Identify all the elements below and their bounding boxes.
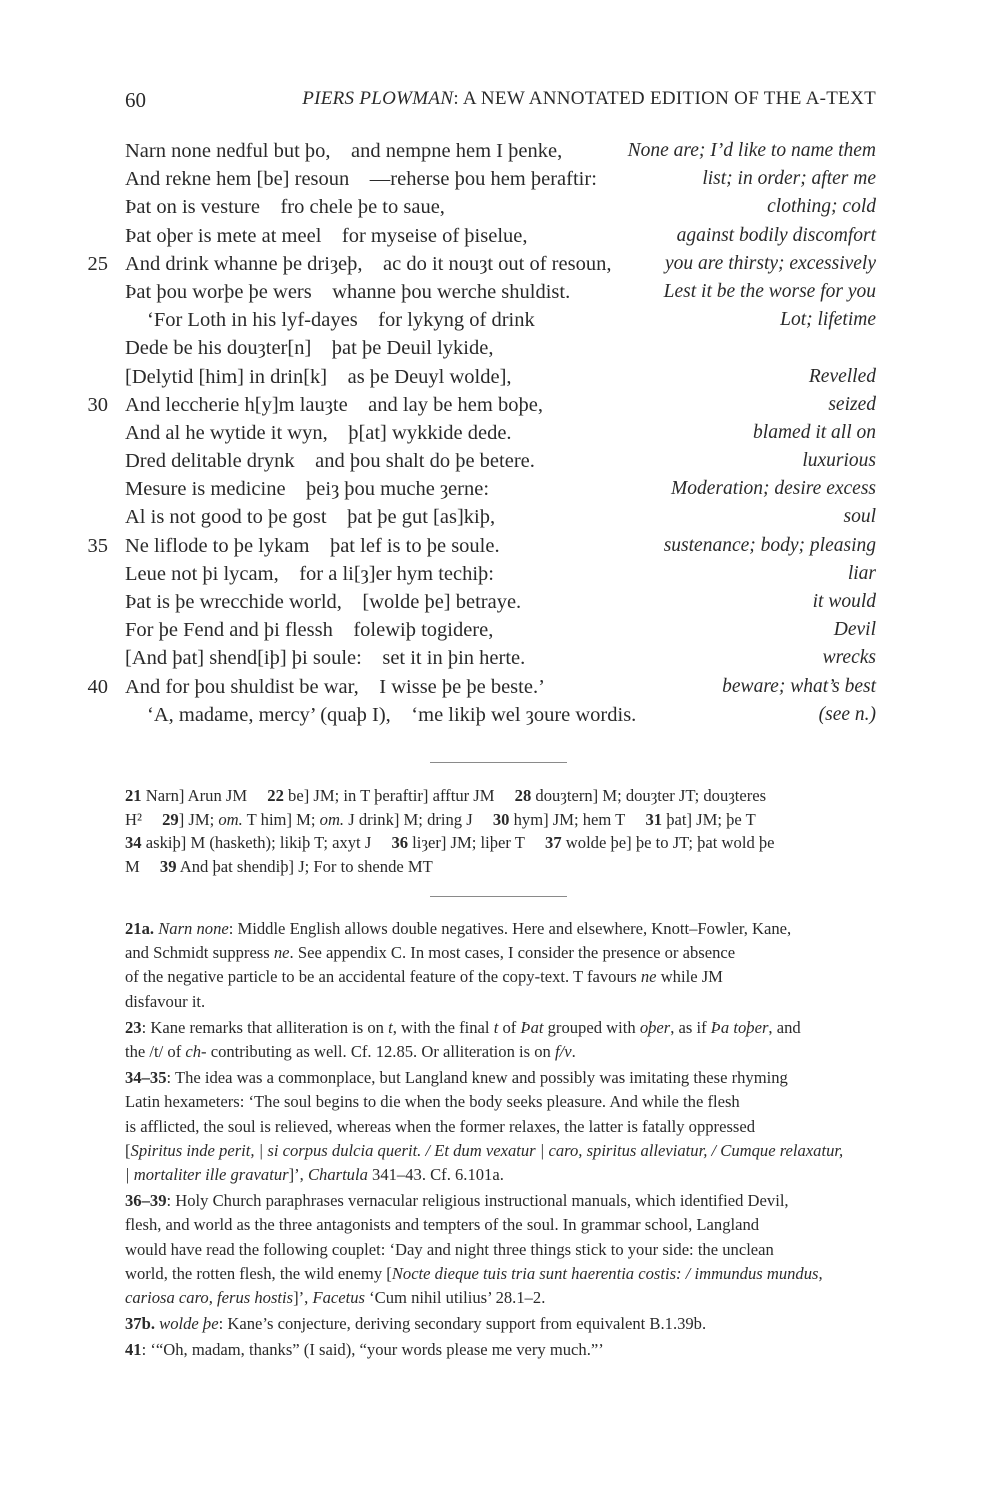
running-head-subtitle: : A NEW ANNOTATED EDITION OF THE A-TEXT <box>453 88 876 109</box>
verse-text: Dred delitable drynk and þou shalt do þe betere. <box>125 450 535 473</box>
verse-line <box>0 673 1000 701</box>
verse-line <box>0 419 1000 447</box>
verse-line <box>0 363 1000 391</box>
gloss: seized <box>828 393 876 415</box>
verse-text: Þat is þe wrecchide world, [wolde þe] betraye. <box>125 591 522 613</box>
gloss: Lest it be the worse for you <box>663 280 876 302</box>
verse-line <box>0 447 1000 475</box>
note-37b: 37b. wolde þe: Kane’s conjecture, deriving secondary support from equivalent B.1.39b. <box>125 1314 707 1334</box>
line-number: 40 <box>87 675 108 698</box>
verse-text: [Delytid [him] in drin[k] as þe Deuyl wolde], <box>125 365 512 388</box>
gloss: it would <box>812 591 876 612</box>
verse-line <box>0 137 1000 165</box>
verse-text: ‘A, madame, mercy’ (quaþ I), ‘me likiþ wel ȝoure wordis. <box>147 703 637 726</box>
gloss: beware; what’s best <box>722 675 876 697</box>
divider-rule <box>430 762 567 763</box>
gloss: Devil <box>833 619 876 641</box>
line-number: 25 <box>87 252 108 275</box>
verse-text: Al is not good to þe gost þat þe gut [as]kiþ, <box>125 506 496 529</box>
verse-line <box>0 250 1000 278</box>
gloss: Moderation; desire excess <box>670 478 876 500</box>
verse-line <box>0 532 1000 560</box>
verse-line <box>0 193 1000 221</box>
variant-line: M 39 And þat shendiþ] J; For to shende MT <box>125 856 433 876</box>
verse-line <box>0 588 1000 616</box>
variant-line: 34 askiþ] M (hasketh); likiþ T; axyt J 36 liȝer] JM; liþer T 37 wolde þe] þe to JT; þat wold þe <box>125 833 775 852</box>
verse-line <box>0 701 1000 729</box>
verse-line <box>0 616 1000 644</box>
gloss: clothing; cold <box>767 196 876 218</box>
verse-text: Mesure is medicine þeiȝ þou muche ȝerne: <box>125 478 490 501</box>
verse-text: [And þat] shend[iþ] þi soule: set it in þin herte. <box>125 647 526 670</box>
verse-text: Þat þou worþe þe wers whanne þou werche shuldist. <box>125 280 571 303</box>
verse-line <box>0 560 1000 588</box>
verse-line <box>0 503 1000 531</box>
verse-text: Dede be his douȝter[n] þat þe Deuil lykide, <box>125 337 494 360</box>
page-header <box>125 88 876 116</box>
verse-text: And for þou shuldist be war, I wisse þe þe beste.’ <box>125 675 545 698</box>
verse-text: And al he wytide it wyn, þ[at] wykkide dede. <box>125 421 512 444</box>
verse-text: Ne liflode to þe lykam þat lef is to þe soule. <box>125 534 500 557</box>
verse-text: And drink whanne þe driȝeþ, ac do it nouȝt out of resoun, <box>125 252 612 275</box>
divider-rule <box>430 896 567 897</box>
verse-line <box>0 222 1000 250</box>
verse-line <box>0 475 1000 503</box>
verse-text: Þat oþer is mete at meel for myseise of þiselue, <box>125 224 528 247</box>
note-41: 41: ‘“Oh, madam, thanks” (I said), “your words please me very much.”’ <box>125 1340 604 1360</box>
note-36-39: 36–39: Holy Church paraphrases vernacular religious instructional manuals, which identified Devil, flesh, and world as the three antagonists and tempters of the soul. In grammar school, Langland would have read the following couplet: ‘Day and night three things stick to your side: the unclean world, the rotten flesh, the wild enemy [Nocte dieque tuis tria sunt haerentia costis: / immundus mundus, cariosa caro, ferus hostis]’, Facetus ‘Cum nihil utilius’ 28.1–2. <box>125 1191 823 1308</box>
poem-text <box>0 137 1000 729</box>
gloss: against bodily discomfort <box>676 224 876 246</box>
verse-text: Leue not þi lycam, for a li[ȝ]er hym techiþ: <box>125 562 494 585</box>
verse-line <box>0 391 1000 419</box>
verse-line <box>0 278 1000 306</box>
gloss: soul <box>843 506 876 528</box>
verse-text: And rekne hem [be] resoun —reherse þou hem þeraftir: <box>125 168 597 191</box>
running-head <box>302 88 876 110</box>
gloss: list; in order; after me <box>702 168 876 190</box>
gloss: Lot; lifetime <box>780 309 876 331</box>
running-head-title: PIERS PLOWMAN <box>302 88 454 109</box>
gloss: sustenance; body; pleasing <box>663 534 876 556</box>
explanatory-notes <box>125 917 876 1365</box>
note-34-35: 34–35: The idea was a commonplace, but Langland knew and possibly was imitating these rhyming Latin hexameters: ‘The soul begins to die when the body seeks pleasure. And while the flesh is afflicted, the soul is relieved, whereas when the former relaxes, the latter is fatally oppressed [Spiritus inde perit, | si corpus dulcia querit. / Et dum vexatur | caro, spiritus alleviatur, / Cumque relaxatur, | mortaliter ille gravatur]’, Chartula 341–43. Cf. 6.101a. <box>125 1068 844 1185</box>
verse-text: And leccherie h[y]m lauȝte and lay be hem boþe, <box>125 393 543 416</box>
gloss: luxurious <box>802 450 876 472</box>
gloss: (see n.) <box>818 703 876 725</box>
gloss: wrecks <box>822 647 876 669</box>
gloss: you are thirsty; excessively <box>665 252 876 274</box>
gloss: None are; I’d like to name them <box>627 140 876 161</box>
variant-line: H² 29] JM; om. T him] M; om. J drink] M; dring J 30 hym] JM; hem T 31 þat] JM; þe T <box>125 809 756 829</box>
gloss: blamed it all on <box>753 421 876 443</box>
gloss: liar <box>847 562 876 584</box>
verse-line <box>0 334 1000 362</box>
verse-text: For þe Fend and þi flessh folewiþ togidere, <box>125 619 494 642</box>
page-number: 60 <box>125 88 146 112</box>
verse-text: Narn none nedful but þo, and nempne hem I þenke, <box>125 140 563 162</box>
note-21a: 21a. Narn none: Middle English allows double negatives. Here and elsewhere, Knott–Fowler, Kane, and Schmidt suppress ne. See appendix C. In most cases, I consider the presence or absence of the negative particle to be an accidental feature of the copy-text. T favours ne while JM disfavour it. <box>125 919 792 1011</box>
variant-line: 21 Narn] Arun JM 22 be] JM; in T þeraftir] afftur JM 28 douȝtern] M; douȝter JT; douȝteres <box>125 786 767 805</box>
verse-text: ‘For Loth in his lyf-dayes for lykyng of drink <box>147 309 535 332</box>
line-number: 30 <box>87 393 108 416</box>
note-23: 23: Kane remarks that alliteration is on t, with the final t of Þat grouped with oþer, as if Þa toþer, and the /t/ of ch- contributing as well. Cf. 12.85. Or alliteration is on f/v. <box>125 1017 801 1062</box>
verse-text: Þat on is vesture fro chele þe to saue, <box>125 196 445 219</box>
gloss: Revelled <box>808 365 876 387</box>
textual-variants <box>125 784 876 878</box>
verse-line <box>0 644 1000 672</box>
line-number: 35 <box>87 534 108 557</box>
verse-line <box>0 306 1000 334</box>
verse-line <box>0 165 1000 193</box>
